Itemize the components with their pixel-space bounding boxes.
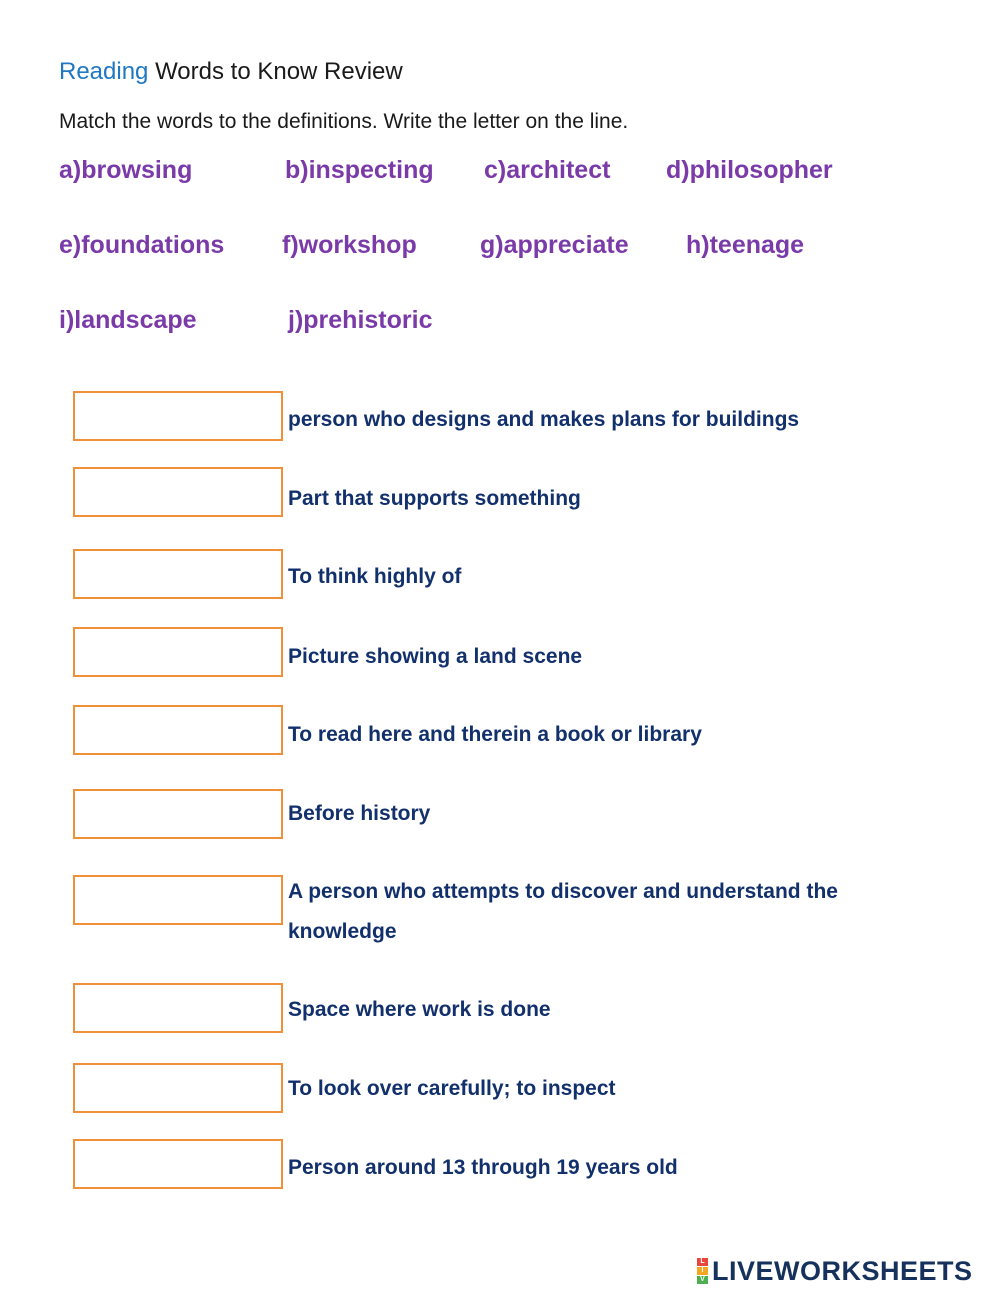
definition-text: Picture showing a land scene xyxy=(288,645,583,668)
answer-input[interactable] xyxy=(73,467,283,517)
liveworksheets-logo xyxy=(697,1254,973,1288)
definition-text: Space where work is done xyxy=(288,998,551,1021)
word-bank-item: i)landscape xyxy=(59,306,197,334)
answer-input[interactable] xyxy=(73,983,283,1033)
answer-input[interactable] xyxy=(73,1063,283,1113)
instructions: Match the words to the definitions. Write the letter on the line. xyxy=(59,110,629,133)
definition-text: person who designs and makes plans for buildings xyxy=(288,408,800,431)
logo-mark-letter: V xyxy=(697,1276,708,1284)
answer-input[interactable] xyxy=(73,549,283,599)
answer-input[interactable] xyxy=(73,1139,283,1189)
answer-input[interactable] xyxy=(73,789,283,839)
word-bank-item: a)browsing xyxy=(59,156,193,184)
logo-mark-icon xyxy=(697,1258,708,1284)
word-bank-item: h)teenage xyxy=(686,231,805,259)
word-bank-item: b)inspecting xyxy=(285,156,434,184)
definition-text: A person who attempts to discover and understand the knowledge xyxy=(288,880,838,943)
definition-text: To read here and therein a book or library xyxy=(288,723,702,746)
logo-mark-letter: I xyxy=(697,1267,708,1275)
definition-text: To think highly of xyxy=(288,565,462,588)
definition-text: To look over carefully; to inspect xyxy=(288,1077,616,1100)
logo-text: LIVEWORKSHEETS xyxy=(712,1255,973,1286)
word-bank-item: e)foundations xyxy=(59,231,225,259)
answer-input[interactable] xyxy=(73,391,283,441)
word-bank-item: c)architect xyxy=(484,156,611,184)
word-bank-item: g)appreciate xyxy=(480,231,629,259)
answer-input[interactable] xyxy=(73,875,283,925)
title-rest: Words to Know Review xyxy=(155,58,403,85)
answer-input[interactable] xyxy=(73,705,283,755)
definition-text: Before history xyxy=(288,802,431,825)
word-bank-item: j)prehistoric xyxy=(288,306,433,334)
definition-text: Person around 13 through 19 years old xyxy=(288,1156,678,1179)
definition-text: Part that supports something xyxy=(288,487,581,510)
answer-input[interactable] xyxy=(73,627,283,677)
logo-mark-letter: L xyxy=(697,1258,708,1266)
page-title xyxy=(59,58,403,86)
word-bank-item: d)philosopher xyxy=(666,156,833,184)
title-accent: Reading xyxy=(59,58,149,85)
word-bank-item: f)workshop xyxy=(282,231,417,259)
